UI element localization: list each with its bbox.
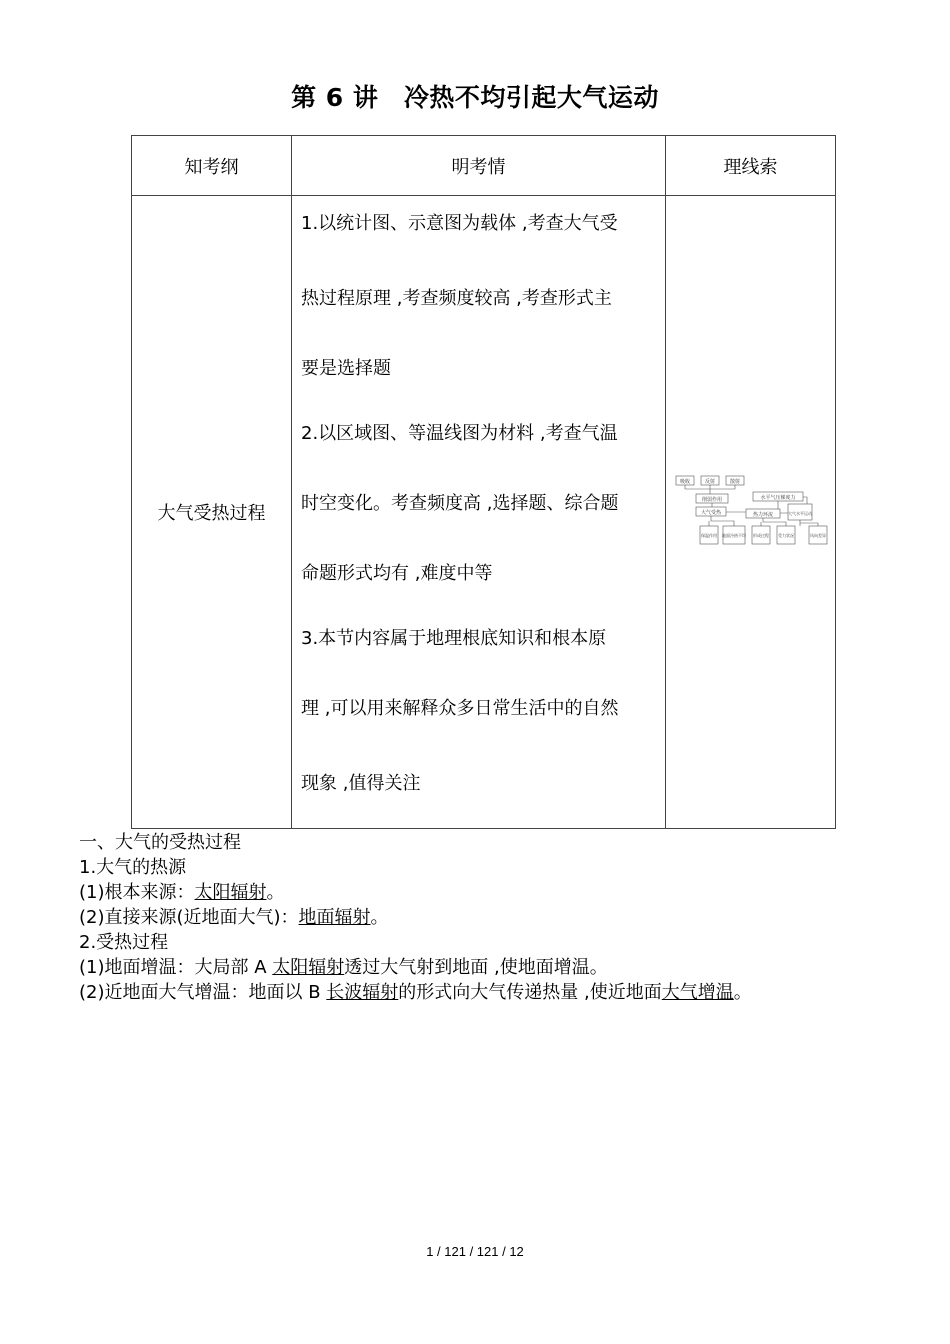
exam-point-line: 时空变化。考查频度高 ,选择题、综合题	[301, 493, 619, 514]
map-label: 保温作用	[700, 533, 717, 538]
exam-point-line: 理 ,可以用来解释众多日常生活中的自然	[301, 698, 619, 719]
subheading-heating-process: 2.受热过程	[79, 932, 169, 953]
header-syllabus: 知考纲	[132, 136, 292, 196]
answer-blank: 长波辐射	[326, 982, 399, 1003]
map-label: 形成过程	[752, 533, 769, 538]
map-label: 削弱作用	[701, 497, 722, 503]
topic-cell: 大气受热过程	[132, 196, 292, 829]
map-label: 吸收	[679, 479, 690, 485]
map-label: 地面冷热不均	[721, 533, 746, 538]
map-label: 受力状况	[777, 533, 794, 538]
map-label: 散射	[729, 479, 740, 485]
page-title: 第 6 讲 冷热不均引起大气运动	[291, 83, 659, 112]
exam-point-line: 现象 ,值得关注	[301, 773, 421, 794]
map-label: 大气水平运动	[787, 511, 812, 516]
notes-section	[79, 830, 752, 1005]
exam-points-cell	[292, 196, 666, 829]
table-body-row	[132, 196, 836, 829]
answer-blank: 太阳辐射	[194, 882, 267, 903]
section-heading: 一、大气的受热过程	[79, 832, 241, 853]
exam-point-line: 热过程原理 ,考查频度较高 ,考查形式主	[301, 288, 612, 309]
map-label: 反射	[704, 479, 715, 485]
concept-map-cell	[666, 196, 836, 829]
exam-point-line: 要是选择题	[301, 358, 391, 379]
answer-blank: 大气增温	[661, 982, 734, 1003]
page-footer: 1 / 121 / 121 / 12	[426, 1244, 524, 1259]
exam-point-line: 3.本节内容属于地理根底知识和根本原	[301, 628, 607, 649]
exam-point-line: 1.以统计图、示意图为载体 ,考查大气受	[301, 213, 618, 234]
answer-blank: 地面辐射	[298, 907, 371, 928]
note-line: (1)根本来源：太阳辐射。	[79, 882, 285, 903]
answer-blank: 太阳辐射	[272, 957, 345, 978]
note-line: (1)地面增温：大局部 A 太阳辐射透过大气射到地面 ,使地面增温。	[79, 957, 608, 978]
map-label: 大气受热	[700, 510, 721, 516]
map-label: 水平气压梯度力	[759, 495, 796, 501]
map-label: 热力环流	[752, 512, 773, 518]
exam-point-line: 2.以区域图、等温线图为材料 ,考查气温	[301, 423, 618, 444]
note-line: (2)近地面大气增温：地面以 B 长波辐射的形式向大气传递热量 ,使近地面大气增温。	[79, 982, 752, 1003]
map-label: 风向差异	[809, 533, 826, 538]
outline-table	[131, 135, 836, 829]
subheading-heat-source: 1.大气的热源	[79, 857, 187, 878]
header-exam-situation: 明考情	[292, 136, 666, 196]
header-clues: 理线索	[666, 136, 836, 196]
note-line: (2)直接来源(近地面大气)：地面辐射。	[79, 907, 389, 928]
concept-map	[673, 473, 829, 547]
exam-point-line: 命题形式均有 ,难度中等	[301, 563, 493, 584]
